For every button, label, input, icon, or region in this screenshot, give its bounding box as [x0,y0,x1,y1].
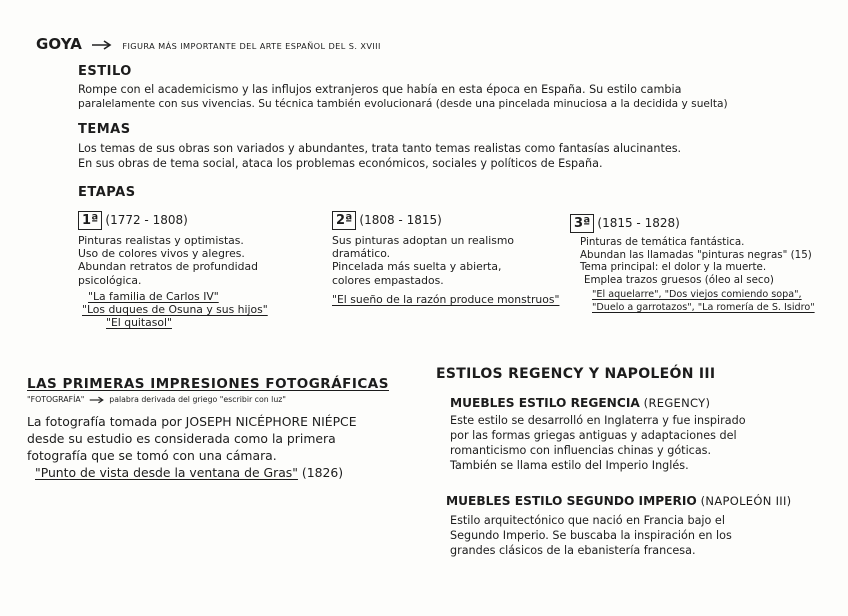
segundo-imperio-block [446,494,791,558]
regency-heading: ESTILOS REGENCY Y NAPOLEÓN III [436,366,716,382]
stage-2 [332,211,559,306]
text-line: Rompe con el academicismo y las influjos extranjeros que había en esta época en España. Su estilo cambia [78,83,682,96]
temas-text [78,141,681,171]
regency-section [436,366,715,382]
stage-years: (1772 - 1808) [105,213,188,227]
goya-title: GOYA [36,35,82,53]
text-line: colores empastados. [332,273,444,287]
artwork-title: "El aquelarre", "Dos viejos comiendo sopa", [592,289,802,301]
text-line: paralelamente con sus vivencias. Su técnica también evolucionará (desde una pincelada minuciosa a la decidida y suelta) [78,98,728,110]
text-line: Sus pinturas adoptan un realismo [332,234,515,247]
stage-number: 1ª [78,211,102,230]
etapas-heading: ETAPAS [78,185,136,200]
artwork-title: "Duelo a garrotazos", "La romería de S. Isidro" [592,302,815,314]
goya-header [36,34,381,53]
text-line: por las formas griegas antiguas y adaptaciones del [450,429,737,442]
text-line: Uso de colores vivos y alegres. [78,247,245,261]
etymology-term: "FOTOGRAFÍA" [27,395,85,404]
regencia-block [450,396,746,473]
text-line: Los temas de sus obras son variados y abundantes, trata tanto temas realistas como fantasías alucinantes. [78,142,682,155]
stage-years: (1808 - 1815) [359,213,442,227]
artwork-year: (1826) [301,465,344,480]
text-line: Este estilo se desarrolló en Inglaterra y fue inspirado [450,414,746,427]
etymology-text: palabra derivada del griego "escribir con luz" [109,395,286,404]
foto-etymology [27,395,389,404]
stage-1 [78,211,268,329]
arrow-right-icon [91,40,113,50]
artwork-title: "El quitasol" [106,316,172,330]
artwork-title: "Punto de vista desde la ventana de Gras" [35,465,298,480]
regencia-heading: MUEBLES ESTILO REGENCIA [450,396,640,410]
estilo-text [78,82,728,112]
foto-section [27,376,389,481]
stage-number: 3ª [570,214,594,233]
stage-3 [570,214,815,314]
text-line: grandes clásicos de la ebanistería francesa. [450,544,696,557]
text-line: Segundo Imperio. Se buscaba la inspiración en los [450,529,732,542]
foto-heading: LAS PRIMERAS IMPRESIONES FOTOGRÁFICAS [27,376,389,392]
artwork-title: "La familia de Carlos IV" [88,289,219,303]
stage-number: 2ª [332,211,356,230]
text-line: Pinturas de temática fantástica. [580,236,745,248]
segundo-heading: MUEBLES ESTILO SEGUNDO IMPERIO [446,494,697,508]
arrow-right-icon [89,396,105,404]
text-line: La fotografía tomada por JOSEPH NICÉPHORE NIÉPCE [27,414,357,429]
text-line: Emplea trazos gruesos (óleo al seco) [584,273,774,286]
text-line: romanticismo con influencias chinas y góticas. [450,444,712,457]
text-line: Estilo arquitectónico que nació en Francia bajo el [450,514,725,527]
text-line: psicológica. [78,273,142,287]
artwork-title: "Los duques de Osuna y sus hijos" [82,303,268,317]
text-line: Abundan retratos de profundidad [78,260,258,274]
artwork-title: "El sueño de la razón produce monstruos" [332,292,560,306]
text-line: En sus obras de tema social, ataca los problemas económicos, sociales y políticos de España. [78,157,603,170]
estilo-heading: ESTILO [78,64,132,79]
goya-subtitle: FIGURA MÁS IMPORTANTE DEL ARTE ESPAÑOL DEL S. XVIII [122,41,381,51]
stage-years: (1815 - 1828) [597,216,680,230]
text-line: Abundan las llamadas "pinturas negras" (15) [580,248,812,261]
text-line: También se llama estilo del Imperio Inglés. [450,459,689,472]
text-line: Pinturas realistas y optimistas. [78,234,244,247]
text-line: desde su estudio es considerada como la primera [27,431,336,446]
regencia-paren: (REGENCY) [643,396,711,410]
temas-heading: TEMAS [78,122,131,137]
text-line: Tema principal: el dolor y la muerte. [580,261,767,274]
text-line: Pincelada más suelta y abierta, [332,260,502,274]
segundo-paren: (NAPOLEÓN III) [700,494,792,508]
foto-work [35,464,389,481]
text-line: dramático. [332,247,391,261]
text-line: fotografía que se tomó con una cámara. [27,448,277,463]
